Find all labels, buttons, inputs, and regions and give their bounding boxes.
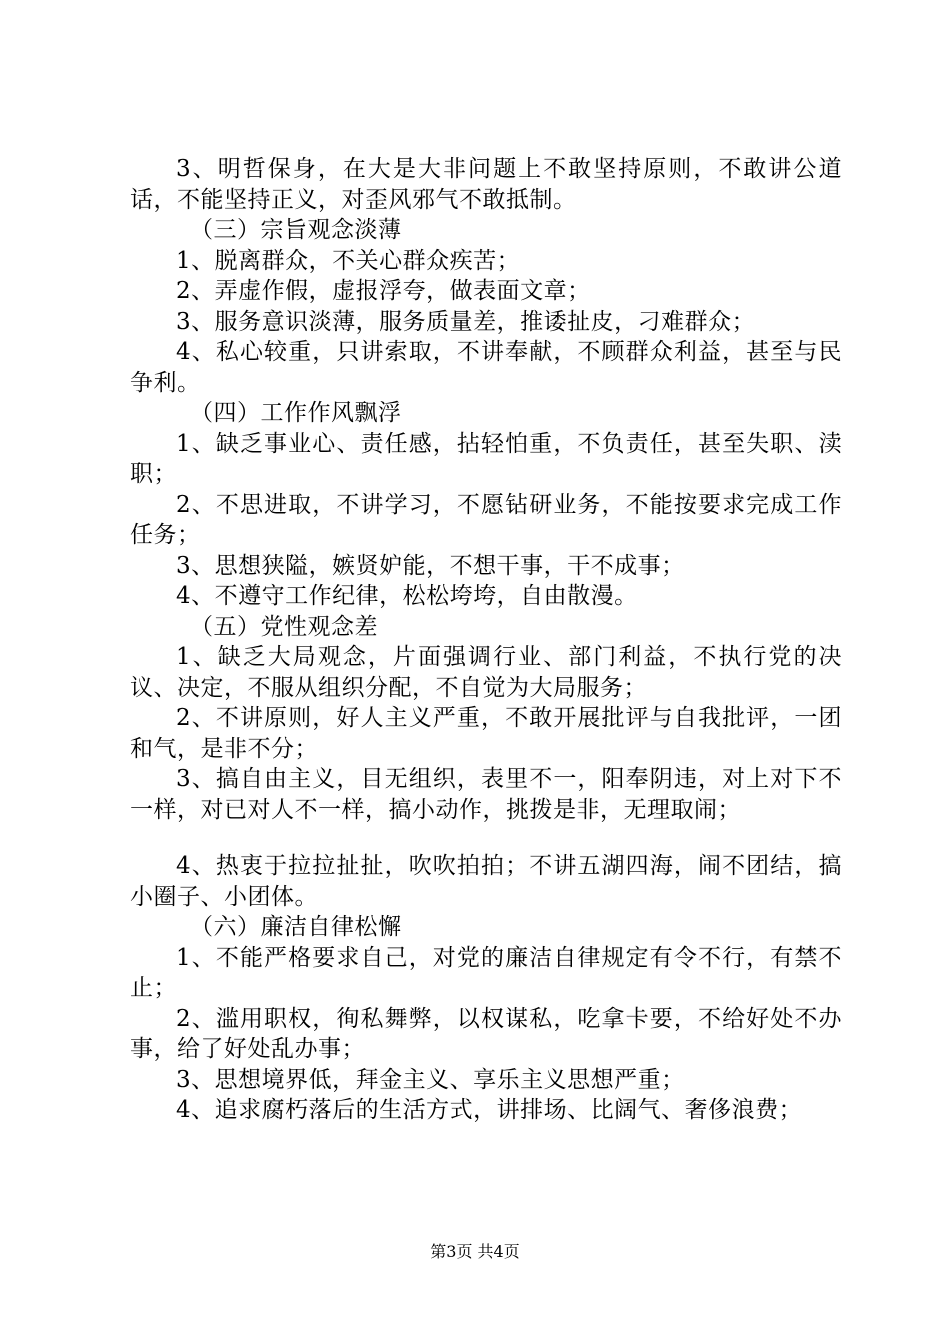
paragraph: 3、服务意识淡薄，服务质量差，推诿扯皮，刁难群众； — [176, 308, 756, 335]
paragraph: 2、弄虚作假，虚报浮夸，做表面文章； — [176, 278, 591, 304]
paragraph: 1、脱离群众，不关心群众疾苦； — [176, 247, 521, 274]
section-heading: （四）工作作风飘浮 — [190, 400, 402, 426]
paragraph: 1、缺乏大局观念，片面强调行业、部门利益，不执行党的决议、决定，不服从组织分配，不自觉为大局服务； — [130, 644, 842, 701]
section-heading: （五）党性观念差 — [190, 613, 378, 640]
page-number: 第3页 共4页 — [430, 1242, 520, 1261]
section-heading: （六）廉洁自律松懈 — [190, 914, 402, 940]
paragraph: 3、思想境界低，拜金主义、享乐主义思想严重； — [176, 1066, 685, 1093]
page-footer — [0, 1242, 950, 1262]
section-heading: （三）宗旨观念淡薄 — [190, 217, 402, 243]
paragraph: 4、热衷于拉拉扯扯，吹吹拍拍；不讲五湖四海，闹不团结，搞小圈子、小团体。 — [130, 853, 842, 910]
paragraph: 4、私心较重，只讲索取，不讲奉献，不顾群众利益，甚至与民争利。 — [130, 339, 842, 396]
paragraph: 2、滥用职权，徇私舞弊，以权谋私，吃拿卡要，不给好处不办事，给了好处乱办事； — [130, 1005, 842, 1062]
paragraph: 3、搞自由主义，目无组织，表里不一，阳奉阴违，对上对下不一样，对已对人不一样，搞小动作，挑拨是非，无理取闹； — [130, 766, 842, 823]
paragraph: 3、明哲保身，在大是大非问题上不敢坚持原则，不敢讲公道话，不能坚持正义，对歪风邪气不敢抵制。 — [130, 156, 842, 213]
paragraph: 2、不讲原则，好人主义严重，不敢开展批评与自我批评，一团和气，是非不分； — [130, 705, 842, 762]
document-body — [130, 154, 842, 1126]
paragraph: 1、缺乏事业心、责任感，拈轻怕重，不负责任，甚至失职、渎职； — [130, 430, 842, 487]
paragraph: 1、不能严格要求自己，对党的廉洁自律规定有令不行，有禁不止； — [130, 944, 842, 1001]
paragraph: 2、不思进取，不讲学习，不愿钻研业务，不能按要求完成工作任务； — [130, 491, 842, 548]
paragraph: 4、追求腐朽落后的生活方式，讲排场、比阔气、奢侈浪费； — [176, 1097, 803, 1123]
paragraph: 3、思想狭隘，嫉贤妒能，不想干事，干不成事； — [176, 552, 685, 579]
paragraph: 4、不遵守工作纪律，松松垮垮，自由散漫。 — [176, 583, 638, 609]
